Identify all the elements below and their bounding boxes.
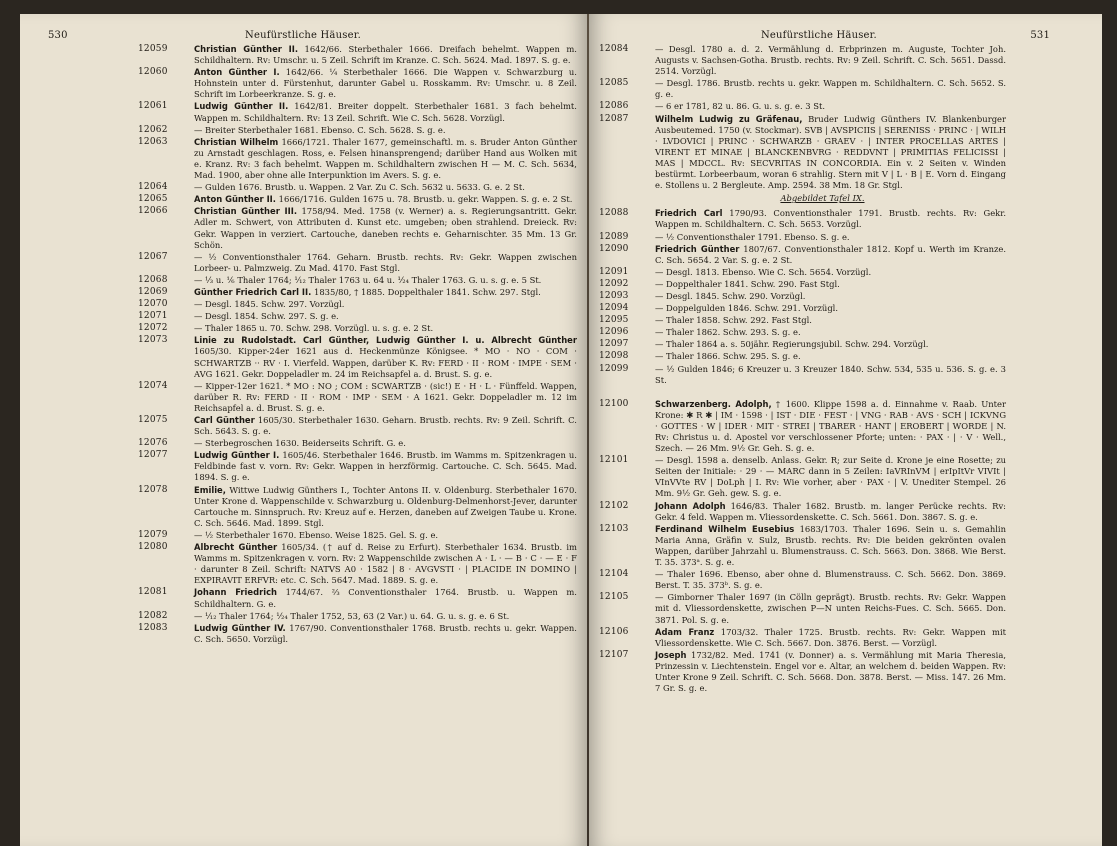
catalog-entry [599, 364, 1006, 386]
catalog-entry [138, 530, 577, 541]
catalog-entry [138, 137, 577, 181]
lot-number: 12082 [138, 610, 168, 621]
lot-number: 12071 [138, 311, 168, 322]
page-number: 531 [1030, 30, 1051, 41]
ruler-name: Adam Franz [654, 626, 715, 637]
entry-description: — Doppelthaler 1841. Schw. 290. Fast Stgl. [654, 278, 840, 289]
lot-number: 12083 [138, 622, 168, 633]
entry-description: 1646/83. Thaler 1682. Brustb. m. langer Perücke rechts. Rv: Gekr. 4 feld. Wappen m. Vliessordenskette. C. Sch. 5661. Don. 3867. S. g. e. [654, 500, 1006, 522]
entry-description: — Thaler 1862. Schw. 293. S. g. e. [654, 327, 801, 338]
catalog-entry [138, 415, 577, 437]
ruler-name: Albrecht Günther [194, 542, 278, 553]
catalog-entry [138, 450, 577, 483]
catalog-entry [138, 438, 577, 449]
book-spread [20, 14, 1102, 846]
lot-number: 12106 [598, 626, 629, 637]
lot-number: 12077 [138, 450, 168, 461]
lot-number: 12089 [598, 231, 629, 242]
lot-number: 12092 [598, 278, 629, 289]
lot-number: 12076 [138, 438, 168, 449]
lot-number: 12064 [138, 182, 168, 193]
entry-description: † 1600. Klippe 1598 a. d. Einnahme v. Raab. Unter Krone: ✱ R ✱ | IM · 1598 · | IST · DIE · FEST · | VNG · RAB · AVS · SCH | ICKVNG · GOTTES · W | IDER · MIT · STREI | TBARER · HANT | EROBERT | WORDE | N. Rv: Christus u. d. Apostel vor verschlossener Pforte; unten: · PAX · | · V · Well., Szech. — 26 Mm. 9½ Gr. Geh. S. g. e. [654, 398, 1007, 454]
catalog-entry [599, 101, 1006, 112]
catalog-entry [599, 244, 1006, 266]
lot-number: 12102 [598, 500, 629, 511]
entry-description: — ½ Sterbethaler 1670. Ebenso. Weise 1825. Gel. S. g. e. [194, 529, 439, 540]
entry-description: — ½ Conventionsthaler 1764. Geharn. Brustb. rechts. Rv: Gekr. Wappen zwischen Lorbeer- u. Palmzweig. Zu Mad. 4170. Fast Stgl. [194, 251, 577, 273]
catalog-entry [138, 381, 577, 414]
lot-number: 12091 [598, 266, 629, 277]
entry-description: 1666/1721. Thaler 1677, gemeinschaftl. m. s. Bruder Anton Günther zu Arnstadt geschlagen. Ross, e. Felsen hinansprengend; darüber Hand aus Wolken mit e. Kranz. Rv: 3 fach behelmt. Wappen m. Schildhaltern zwischen H — M. C. Sch. 5634, Mad. 1900, aber ohne alle Interpunktion im Avers. S. g. e. [194, 136, 577, 181]
lot-number: 12067 [138, 251, 168, 262]
ruler-name: Ludwig Günther I. [194, 450, 280, 461]
running-title: Neufürstliche Häuser. [760, 30, 877, 41]
catalog-entry [599, 339, 1006, 350]
entry-description: 1767/90. Conventionsthaler 1768. Brustb. rechts u. gekr. Wappen. C. Sch. 5650. Vorzügl. [194, 622, 577, 644]
entry-description: 1703/32. Thaler 1725. Brustb. rechts. Rv: Gekr. Wappen mit Vliessordenskette. Wie C. Sch. 5667. Don. 3876. Berst. — Vorzügl. [654, 626, 1007, 648]
catalog-entry [599, 232, 1006, 243]
plate-reference: Abgebildet Tafel IX. [780, 193, 865, 204]
entry-description: 1744/67. ⅔ Conventionsthaler 1764. Brustb. u. Wappen m. Schildhaltern. G. e. [194, 587, 577, 609]
catalog-entry [599, 569, 1006, 591]
lot-number: 12061 [138, 101, 168, 112]
entry-list [599, 44, 1006, 694]
lot-number: 12107 [598, 649, 629, 660]
entry-description: 1642/66. ¼ Sterbethaler 1666. Die Wappen v. Schwarzburg u. Hohnstein unter d. Fürstenhut, darunter Gabel u. Rosskamm. Rv: Umschr. u. 8 Zeil. Schrift im Lorbeerkranze. S. g. e. [194, 67, 577, 100]
catalog-entry [599, 327, 1006, 338]
lot-number: 12086 [598, 101, 629, 112]
catalog-entry [138, 182, 577, 193]
ruler-name: Christian Günther III. [194, 206, 298, 217]
catalog-entry [138, 335, 577, 379]
catalog-entry [599, 627, 1006, 649]
ruler-name: Schwarzenberg. Adolph, [654, 398, 772, 409]
entry-description: — Thaler 1858. Schw. 292. Fast Stgl. [654, 315, 812, 326]
lot-number: 12100 [598, 398, 629, 409]
ruler-name: Ludwig Günther IV. [194, 622, 286, 633]
catalog-entry [138, 323, 577, 334]
ruler-name: Emilie, [194, 484, 226, 495]
entry-description: 1642/66. Sterbethaler 1666. Dreifach behelmt. Wappen m. Schildhaltern. Rv: Umschr. u. 5 Zeil. Schrift im Kranze. C. Sch. 5624. Mad. 1897. S. g. e. [194, 44, 577, 66]
entry-description: — Doppelgulden 1846. Schw. 291. Vorzügl. [654, 303, 839, 314]
catalog-entry [138, 299, 577, 310]
catalog-entry [599, 351, 1006, 362]
entry-description: — Desgl. 1786. Brustb. rechts u. gekr. Wappen m. Schildhaltern. C. Sch. 5652. S. g. e. [654, 78, 1007, 100]
lot-number: 12094 [598, 303, 629, 314]
entry-description: — Sterbegroschen 1630. Beiderseits Schrift. G. e. [194, 438, 406, 449]
catalog-entry [599, 208, 1006, 230]
entry-description: Wittwe Ludwig Günthers I., Tochter Antons II. v. Oldenburg. Sterbethaler 1670. Unter Krone d. Wappenschilde v. Schwarzburg u. Oldenburg-Delmenhorst-Jever, darunter Cartouche m. Sinnspruch. Rv: Kreuz auf e. Herzen, daneben auf Zweigen Taube u. Krone. C. Sch. 5646. Mad. 1899. Stgl. [194, 484, 577, 528]
lot-number: 12079 [138, 529, 168, 540]
catalog-entry [138, 252, 577, 274]
catalog-entry [599, 44, 1006, 77]
page-number: 530 [48, 30, 68, 41]
ruler-name: Friedrich Carl [654, 208, 723, 219]
lot-number: 12103 [598, 523, 629, 534]
lot-number: 12096 [598, 327, 629, 338]
section-gap [599, 387, 1006, 399]
lot-number: 12066 [138, 206, 168, 217]
catalog-entry [138, 44, 577, 66]
entry-description: — Desgl. 1813. Ebenso. Wie C. Sch. 5654. Vorzügl. [654, 266, 872, 277]
lot-number: 12095 [598, 315, 629, 326]
catalog-entry [138, 101, 577, 123]
catalog-entry [599, 650, 1006, 694]
lot-number: 12084 [598, 44, 629, 54]
entry-list [138, 44, 577, 645]
ruler-name: Christian Wilhelm [194, 136, 279, 147]
entry-description: — Desgl. 1780 a. d. 2. Vermählung d. Erbprinzen m. Auguste, Tochter Joh. Augusts v. Sachsen-Gotha. Brustb. rechts. Rv: 9 Zeil. Schrift. C. Sch. 5651. Dassd. 2514. Vorzügl. [654, 44, 1007, 77]
running-title: Neufürstliche Häuser. [245, 30, 361, 41]
entry-description: 1790/93. Conventionsthaler 1791. Brustb. rechts. Rv: Gekr. Wappen m. Schildhaltern. C. Sch. 5653. Vorzügl. [654, 208, 1006, 230]
catalog-entry [599, 315, 1006, 326]
catalog-entry [138, 287, 577, 298]
lot-number: 12087 [598, 113, 629, 124]
catalog-entry [138, 311, 577, 322]
catalog-entry [599, 291, 1006, 302]
ruler-name: Linie zu Rudolstadt. Carl Günther, Ludwig Günther I. u. Albrecht Günther [194, 335, 577, 346]
catalog-entry [599, 592, 1006, 625]
lot-number: 12073 [138, 335, 168, 346]
entry-description: — Thaler 1865 u. 70. Schw. 298. Vorzügl. u. s. g. e. 2 St. [194, 323, 434, 334]
lot-number: 12081 [138, 587, 168, 598]
catalog-entry [138, 623, 577, 645]
entry-description: — Kipper-12er 1621. * MO : NO ; COM : SCWARTZB · (sic!) E · H · L · Fünffeld. Wappen, darüber R. Rv: FERD · II · ROM · IMP · SEM · A 1621. Gekr. Doppeladler m. 12 im Reichsapfel a. d. Brust. S. g. e. [194, 380, 577, 413]
catalog-entry [138, 125, 577, 136]
lot-number: 12101 [598, 455, 629, 466]
catalog-entry [599, 501, 1006, 523]
lot-number: 12059 [138, 44, 168, 54]
lot-number: 12085 [598, 78, 629, 89]
catalog-entry [599, 279, 1006, 290]
catalog-entry [138, 587, 577, 609]
lot-number: 12068 [138, 274, 168, 285]
catalog-entry [138, 206, 577, 250]
right-page [589, 14, 1102, 846]
entry-description: — ¹⁄₁₂ Thaler 1764; ¹⁄₂₄ Thaler 1752, 53, 63 (2 Var.) u. 64. G. u. s. g. e. 6 St. [194, 610, 510, 621]
ruler-name: Wilhelm Ludwig zu Gräfenau, [654, 113, 803, 124]
lot-number: 12065 [138, 194, 168, 205]
lot-number: 12099 [598, 363, 629, 374]
entry-description: — Breiter Sterbethaler 1681. Ebenso. C. Sch. 5628. S. g. e. [194, 124, 446, 135]
entry-description: 1758/94. Med. 1758 (v. Werner) a. s. Regierungsantritt. Gekr. Adler m. Schwert, von Attributen d. Kunst etc. umgeben; oben strahlend. Dreieck. Rv: Gekr. Wappen in verziert. Cartouche, daneben rechts e. Geharnischter. 35 Mm. 13 Gr. Schön. [194, 206, 577, 250]
entry-description: — Gimborner Thaler 1697 (in Cölln geprägt). Brustb. rechts. Rv: Gekr. Wappen mit d. Vliessordenskette, zwischen P—N unten Reichs-Fues. C. Sch. 5665. Don. 3871. Pol. S. g. e. [654, 592, 1007, 625]
entry-description: 1605/46. Sterbethaler 1646. Brustb. im Wamms m. Spitzenkragen u. Feldbinde fast v. vorn. Rv: Gekr. Wappen in herzförmig. Cartouche. C. Sch. 5645. Mad. 1894. S. g. e. [194, 450, 577, 483]
ruler-name: Christian Günther II. [194, 44, 299, 54]
ruler-name: Johann Friedrich [194, 587, 278, 598]
entry-description: — Desgl. 1854. Schw. 297. S. g. e. [194, 311, 339, 322]
catalog-entry [599, 267, 1006, 278]
catalog-entry [599, 114, 1006, 192]
catalog-entry [599, 455, 1006, 499]
catalog-entry [138, 542, 577, 586]
entry-description: 1807/67. Conventionsthaler 1812. Kopf u. Werth im Kranze. C. Sch. 5654. 2 Var. S. g. e. 2 St. [654, 243, 1007, 265]
entry-description: — ½ Gulden 1846; 6 Kreuzer u. 3 Kreuzer 1840. Schw. 534, 535 u. 536. S. g. e. 3 St. [654, 363, 1007, 385]
entry-description: — Thaler 1696. Ebenso, aber ohne d. Blumenstrauss. C. Sch. 5662. Don. 3869. Berst. T. 35. 373ᵇ. S. g. e. [654, 569, 1007, 591]
entry-description: — Desgl. 1598 a. denselb. Anlass. Gekr. R; zur Seite d. Krone je eine Rosette; zu Seiten der Initiale: · 29 · — MARC dann in 5 Zeilen: IaVRInVM | erIpItVr VIVIt | VInVVte RV | DoLph | I. Rv: Wie vorher, aber · PAX · | V. Unediter Stempel. 26 Mm. 9½ Gr. Geh. gew. S. g. e. [654, 455, 1007, 499]
lot-number: 12080 [138, 542, 168, 553]
entry-description: — 6 er 1781, 82 u. 86. G. u. s. g. e. 3 St. [654, 101, 826, 112]
catalog-entry [599, 399, 1006, 454]
entry-description: 1642/81. Breiter doppelt. Sterbethaler 1681. 3 fach behelmt. Wappen m. Schildhaltern. Rv: 13 Zeil. Schrift. Wie C. Sch. 5628. Vorzügl. [194, 101, 577, 123]
ruler-name: Ludwig Günther II. [194, 101, 289, 112]
entry-description: — Desgl. 1845. Schw. 290. Vorzügl. [654, 290, 806, 301]
lot-number: 12074 [138, 380, 168, 391]
catalog-entry [138, 194, 577, 205]
ruler-name: Joseph [654, 649, 687, 660]
entry-description: — Thaler 1866. Schw. 295. S. g. e. [654, 351, 801, 362]
lot-number: 12104 [598, 569, 629, 580]
lot-number: 12072 [138, 323, 168, 334]
entry-description: 1835/80, † 1885. Doppelthaler 1841. Schw. 297. Stgl. [314, 286, 541, 297]
lot-number: 12105 [598, 592, 629, 603]
entry-description: 1605/30. Sterbethaler 1630. Geharn. Brustb. rechts. Rv: 9 Zeil. Schrift. C. Sch. 5643. S. g. e. [194, 415, 577, 437]
lot-number: 12062 [138, 124, 168, 135]
entry-description: — ⅓ u. ⅙ Thaler 1764; ¹⁄₁₂ Thaler 1763 u. 64 u. ¹⁄₂₄ Thaler 1763. G. u. s. g. e. 5 St. [194, 274, 542, 285]
lot-number: 12078 [138, 484, 168, 495]
ruler-name: Johann Adolph [654, 500, 726, 511]
entry-description: — Desgl. 1845. Schw. 297. Vorzügl. [194, 299, 345, 310]
ruler-name: Carl Günther [194, 415, 255, 425]
catalog-entry [599, 524, 1006, 568]
entry-description: 1666/1716. Gulden 1675 u. 78. Brustb. u. gekr. Wappen. S. g. e. 2 St. [278, 194, 573, 205]
ruler-name: Ferdinand Wilhelm Eusebius [654, 523, 795, 534]
catalog-entry [599, 78, 1006, 100]
lot-number: 12098 [598, 351, 629, 362]
entry-description: — Thaler 1864 a. s. 50jähr. Regierungsjubil. Schw. 294. Vorzügl. [654, 339, 929, 350]
ruler-name: Anton Günther II. [194, 194, 276, 205]
lot-number: 12090 [598, 243, 629, 254]
lot-number: 12070 [138, 299, 168, 310]
catalog-entry [138, 611, 577, 622]
catalog-entry [138, 485, 577, 529]
catalog-entry [599, 303, 1006, 314]
ruler-name: Anton Günther I. [194, 67, 280, 78]
lot-number: 12097 [598, 339, 629, 350]
entry-description: — ½ Conventionsthaler 1791. Ebenso. S. g. e. [654, 231, 850, 242]
entry-description: Bruder Ludwig Günthers IV. Blankenburger Ausbeutemed. 1750 (v. Stockmar). SVB | AVSPICIIS | SERENISS · PRINC · | WILH · LVDOVICI | PRINC · SCHWARZB · GRAEV · | INTER PROCELLAS ARTES | VIRENT ET MINAE | BLANCKENBVRG · REDDVNT | PRIMITIAS FELICISSI | MAS | MDCCL. Rv: SECVRITAS IN CONCORDIA. Ein v. 2 Seiten v. Winden bestürmt. Lorbeerbaum, woran 6 strahlig. Stern mit V | L · B | E. Vorn d. Eingang e. Stollens u. 2 Bergleute. Amp. 2594. 38 Mm. 18 Gr. Stgl. [654, 113, 1007, 191]
lot-number: 12075 [138, 415, 168, 425]
entry-description: 1605/30. Kipper-24er 1621 aus d. Heckenmünze Königsee. * MO · NO · COM · SCHWARTZB ·· RV · I. Vierfeld. Wappen, darüber K. Rv: FERD · II · ROM · IMPE · SEM · AVG 1621. Gekr. Doppeladler m. 24 im Reichsapfel a. d. Brust. S. g. e. [194, 346, 577, 379]
lot-number: 12093 [598, 290, 629, 301]
entry-description: 1605/34. († auf d. Reise zu Erfurt). Sterbethaler 1634. Brustb. im Wamms m. Spitzenkragen v. vorn. Rv: 2 Wappenschilde zwischen A · L · — B · C · — E · F · darunter 8 Zeil. Schrift: NATVS A0 · 1582 | 8 · AVGVSTI · | PLACIDE IN DOMINO | EXPIRAVIT ERFVR: etc. C. Sch. 5647. Mad. 1889. S. g. e. [194, 542, 577, 586]
entry-description: 1732/82. Med. 1741 (v. Donner) a. s. Vermählung mit Maria Theresia, Prinzessin v. Liechtenstein. Engel vor e. Altar, an welchem d. beiden Wappen. Rv: Unter Krone 9 Zeil. Schrift. C. Sch. 5668. Don. 3878. Berst. — Miss. 147. 26 Mm. 7 Gr. S. g. e. [654, 649, 1007, 694]
catalog-entry [138, 275, 577, 286]
ruler-name: Günther Friedrich Carl II. [194, 286, 312, 297]
lot-number: 12063 [138, 136, 168, 147]
left-page [20, 14, 587, 846]
catalog-entry [138, 67, 577, 100]
entry-description: — Gulden 1676. Brustb. u. Wappen. 2 Var. Zu C. Sch. 5632 u. 5633. G. e. 2 St. [194, 182, 525, 193]
lot-number: 12088 [598, 208, 629, 219]
lot-number: 12069 [138, 286, 168, 297]
lot-number: 12060 [138, 67, 168, 78]
ruler-name: Friedrich Günther [654, 243, 740, 254]
entry-description: 1683/1703. Thaler 1696. Sein u. s. Gemahlin Maria Anna, Gräfin v. Sulz, Brustb. rechts. Rv: Die beiden gekrönten ovalen Wappen, darüber Jahrzahl u. Blumenstrauss. C. Sch. 5663. Don. 3868. Wie Berst. T. 35. 373ᵃ. S. g. e. [654, 523, 1007, 568]
